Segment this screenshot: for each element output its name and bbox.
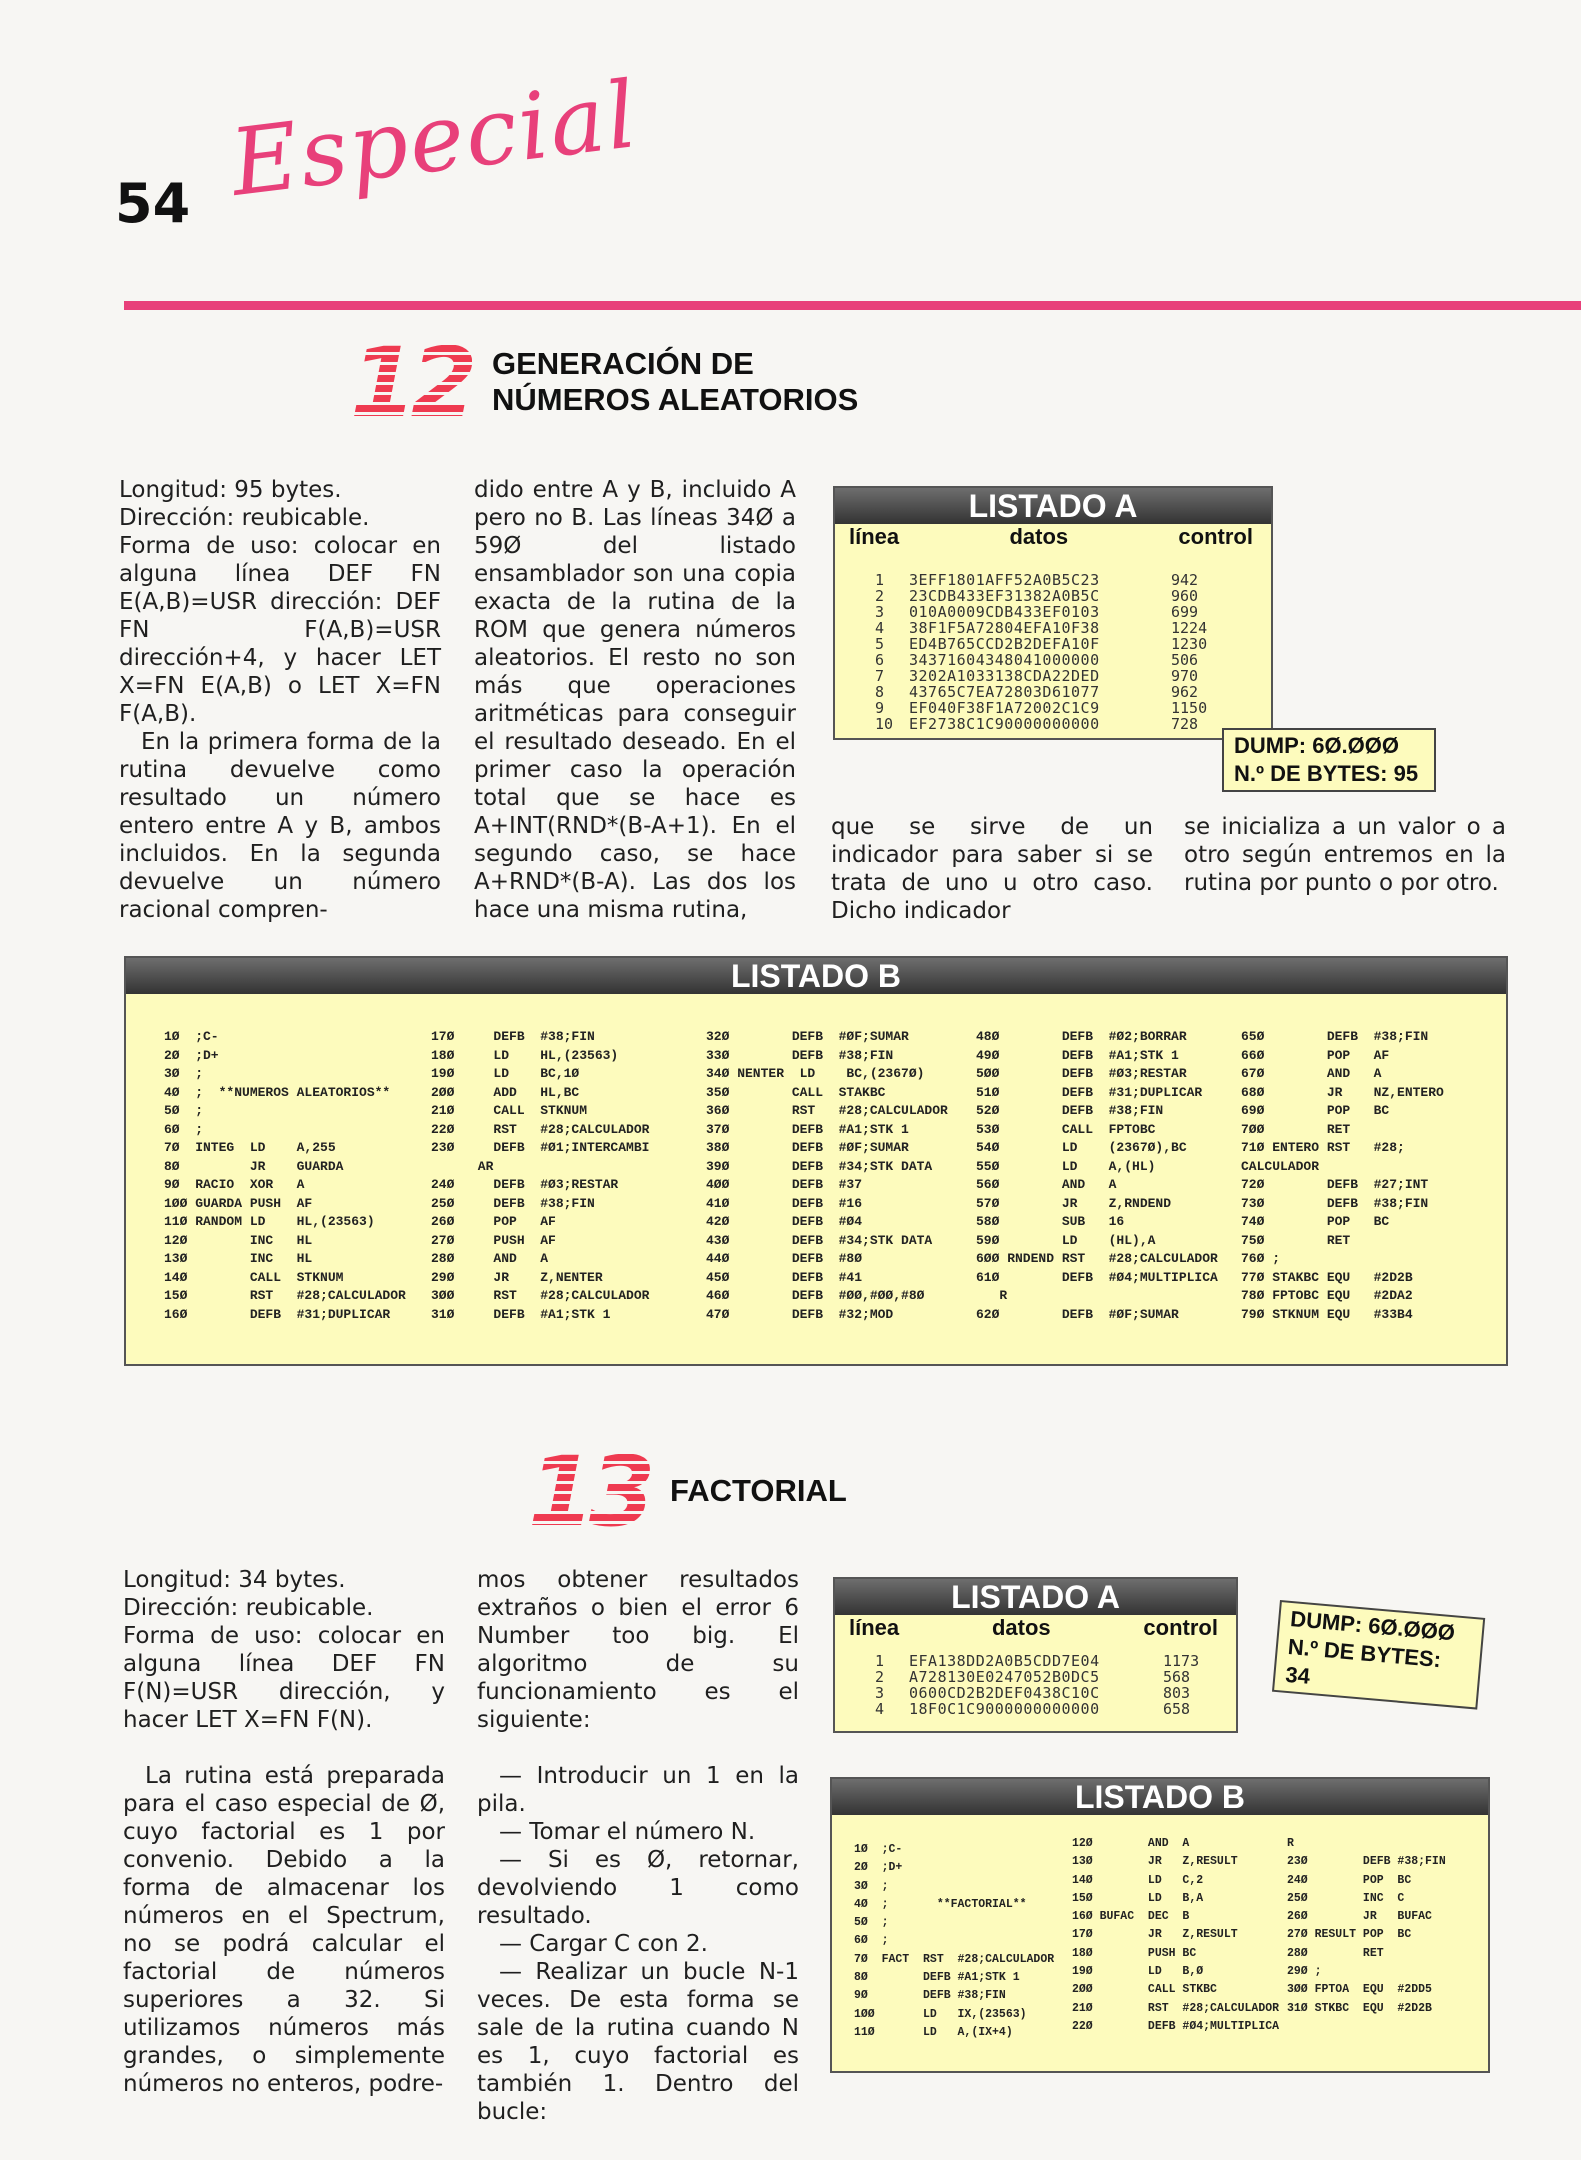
col-datos: datos xyxy=(991,1615,1051,1640)
s13-dump: DUMP: 6Ø.ØØØ xyxy=(1289,1606,1456,1646)
table-row: 3 010A0009CDB433EF0103 699 xyxy=(875,603,1199,621)
table-row: 7 3202A1033138CDA22DED 970 xyxy=(875,667,1199,685)
s13-column-2 xyxy=(477,1566,799,2126)
s13-listado-a xyxy=(833,1577,1238,1733)
s12-column-3: que se sirve de un indicador para saber si se trata de uno u otro caso. Dicho indicador xyxy=(831,814,1153,924)
table-row: 1 EFA138DD2A0B5CDD7E04 1173 xyxy=(875,1652,1200,1670)
col-datos: datos xyxy=(1009,524,1069,549)
s13-address: Dirección: reubicable. xyxy=(123,1595,374,1621)
s12-code-col-1: 1Ø ;C- 2Ø ;D+ 3Ø ; 4Ø ; **NUMEROS ALEATORIOS** 5Ø ; 6Ø ; 7Ø INTEG LD A,255 8Ø JR GUARDA 9Ø RACIO XOR A 1ØØ GUARDA PUSH AF 11Ø RANDOM LD HL,(23563) 12Ø INC HL 13Ø INC HL 14Ø CALL STKNUM 15Ø RST #28;CALCULADOR 16Ø DEFB #31;DUPLICAR xyxy=(164,1029,406,1322)
s13-step: — Si es Ø, retornar, devolviendo 1 como resultado. xyxy=(477,1847,799,1929)
s12-column-2: dido entre A y B, incluido A pero no B. Las líneas 34Ø a 59Ø del listado ensamblador son una copia exacta de la rutina de la ROM que genera números aleatorios. El resto no son más que operaciones aritméticas para conseguir el resultado deseado. En el primer caso la operación total que se hace es A+INT(RND*(B-A+1). En el segundo caso, se hace A+RND*(B-A). Las dos los hace una misma rutina, xyxy=(474,477,796,923)
s13-dump-box xyxy=(1272,1600,1485,1710)
table-row: 9 EF040F38F1A72002C1C9 1150 xyxy=(875,699,1208,717)
s12-address: Dirección: reubicable. xyxy=(119,505,370,531)
s12-listado-b xyxy=(124,956,1508,1366)
section-12-number: 12 xyxy=(350,327,472,439)
col-linea: línea xyxy=(849,1615,900,1640)
s12-listado-a-rows xyxy=(835,572,1271,732)
s13-column-1 xyxy=(123,1566,445,2098)
table-row: 8 43765C7EA72803D61077 962 xyxy=(875,683,1199,701)
s13-listado-a-title: LISTADO A xyxy=(835,1579,1236,1615)
section-13-title: FACTORIAL xyxy=(670,1473,847,1508)
s13-listado-a-rows xyxy=(835,1653,1236,1717)
section-12-title-line1: GENERACIÓN DE xyxy=(492,346,754,381)
s13-code-col-2: 12Ø AND A 13Ø JR Z,RESULT 14Ø LD C,2 15Ø LD B,A 16Ø BUFAC DEC B 17Ø JR Z,RESULT 18Ø PUSH BC 19Ø LD B,Ø 2ØØ CALL STKBC 21Ø RST #28;CALCULADOR 22Ø DEFB #Ø4;MULTIPLICA xyxy=(1072,1837,1280,2033)
s13-step: — Introducir un 1 en la pila. xyxy=(477,1763,799,1817)
s13-code-col-3: R 23Ø DEFB #38;FIN 24Ø POP BC 25Ø INC C 26Ø JR BUFAC 27Ø RESULT POP BC 28Ø RET 29Ø ; 3ØØ FPTOA EQU #2DD5 31Ø STKBC EQU #2D2B xyxy=(1287,1837,1446,2015)
s13-para: La rutina está preparada para el caso especial de Ø, cuyo factorial es 1 por convenio. Debido a la forma de almacenar los números en el Spectrum, no se podrá calcular el factorial de números superiores a 32. Si utilizamos números más grandes, o simplemente números no enteros, podre- xyxy=(123,1763,445,2097)
s12-listado-a-title: LISTADO A xyxy=(835,488,1271,524)
header-rule xyxy=(124,301,1581,310)
s13-code-col-1: 1Ø ;C- 2Ø ;D+ 3Ø ; 4Ø ; **FACTORIAL** 5Ø ; 6Ø ; 7Ø FACT RST #28;CALCULADOR 8Ø DEFB #A1;STK 1 9Ø DEFB #38;FIN 1ØØ LD IX,(23563) 11Ø LD A,(IX+4) xyxy=(854,1843,1055,2039)
s13-step: — Cargar C con 2. xyxy=(499,1931,708,1957)
s12-usage: Forma de uso: colocar en alguna línea DEF FN E(A,B)=USR dirección: DEF FN F(A,B)=USR dirección+4, y hacer LET X=FN E(A,B) o LET X=FN F(A,B). xyxy=(119,533,441,727)
table-row: 2 23CDB433EF31382A0B5C 960 xyxy=(875,587,1199,605)
s12-code-col-2: 17Ø DEFB #38;FIN 18Ø LD HL,(23563) 19Ø LD BC,1Ø 2ØØ ADD HL,BC 21Ø CALL STKNUM 22Ø RST #28;CALCULADOR 23Ø DEFB #Ø1;INTERCAMBI AR 24Ø DEFB #Ø3;RESTAR 25Ø DEFB #38;FIN 26Ø POP AF 27Ø PUSH AF 28Ø AND A 29Ø JR Z,NENTER 3ØØ RST #28;CALCULADOR 31Ø DEFB #A1;STK 1 xyxy=(431,1029,650,1322)
s13-step: — Tomar el número N. xyxy=(499,1819,756,1845)
table-row: 6 34371604348041000000 506 xyxy=(875,651,1199,669)
table-row: 4 18F0C1C9000000000000 658 xyxy=(875,1700,1191,1718)
s12-column-4: se inicializa a un valor o a otro según entremos en la rutina por punto o por otro. xyxy=(1184,814,1506,896)
s13-step: — Realizar un bucle N-1 veces. De esta forma se sale de la rutina cuando N es 1, cuyo factorial es también 1. Dentro del bucle: xyxy=(477,1959,799,2125)
s13-intro: mos obtener resultados extraños o bien el error 6 Number too big. El algoritmo de su funcionamiento es el siguiente: xyxy=(477,1567,799,1733)
table-row: 3 0600CD2B2DEF0438C10C 803 xyxy=(875,1684,1191,1702)
s12-code-col-3: 32Ø DEFB #ØF;SUMAR 33Ø DEFB #38;FIN 34Ø NENTER LD BC,(2367Ø) 35Ø CALL STAKBC 36Ø RST #28;CALCULADOR 37Ø DEFB #A1;STK 1 38Ø DEFB #ØF;SUMAR 39Ø DEFB #34;STK DATA 4ØØ DEFB #37 41Ø DEFB #16 42Ø DEFB #Ø4 43Ø DEFB #34;STK DATA 44Ø DEFB #8Ø 45Ø DEFB #41 46Ø DEFB #ØØ,#ØØ,#8Ø 47Ø DEFB #32;MOD xyxy=(706,1029,948,1322)
s13-bytes: N.º DE BYTES: 34 xyxy=(1284,1633,1442,1689)
table-row: 1 3EFF1801AFF52A0B5C23 942 xyxy=(875,571,1199,589)
section-12-title xyxy=(492,346,858,418)
col-control: control xyxy=(1143,1615,1218,1640)
s12-code-col-4: 48Ø DEFB #Ø2;BORRAR 49Ø DEFB #A1;STK 1 5ØØ DEFB #Ø3;RESTAR 51Ø DEFB #31;DUPLICAR 52Ø DEFB #38;FIN 53Ø CALL FPTOBC 54Ø LD (2367Ø),BC 55Ø LD A,(HL) 56Ø AND A 57Ø JR Z,RNDEND 58Ø SUB 16 59Ø LD (HL),A 6ØØ RNDEND RST #28;CALCULADOR 61Ø DEFB #Ø4;MULTIPLICA R 62Ø DEFB #ØF;SUMAR xyxy=(976,1029,1218,1322)
s13-usage: Forma de uso: colocar en alguna línea DEF FN F(N)=USR dirección, y hacer LET X=FN F(N). xyxy=(123,1623,445,1733)
s12-listado-a xyxy=(833,486,1273,740)
table-row: 10 EF2738C1C90000000000 728 xyxy=(875,715,1199,733)
section-name: Especial xyxy=(224,60,644,217)
s12-length: Longitud: 95 bytes. xyxy=(119,477,342,503)
s13-listado-b-title: LISTADO B xyxy=(832,1779,1488,1815)
s12-bytes: N.º DE BYTES: 95 xyxy=(1234,761,1419,786)
section-13-number: 13 xyxy=(528,1436,650,1548)
s12-dump: DUMP: 6Ø.ØØØ xyxy=(1234,733,1400,758)
table-row: 4 38F1F5A72804EFA10F38 1224 xyxy=(875,619,1208,637)
col-control: control xyxy=(1178,524,1253,549)
s13-listado-b xyxy=(830,1777,1490,2073)
s12-para: En la primera forma de la rutina devuelve como resultado un número entero entre A y B, ambos incluidos. En la segunda devuelve un número racional compren- xyxy=(119,729,441,923)
s12-listado-b-title: LISTADO B xyxy=(126,958,1506,994)
s12-listado-a-header xyxy=(835,524,1271,550)
s12-dump-box xyxy=(1222,728,1436,792)
section-12-title-line2: NÚMEROS ALEATORIOS xyxy=(492,382,859,417)
col-linea: línea xyxy=(849,524,900,549)
table-row: 5 ED4B765CCD2B2DEFA10F 1230 xyxy=(875,635,1208,653)
s13-length: Longitud: 34 bytes. xyxy=(123,1567,346,1593)
s12-code-col-5: 65Ø DEFB #38;FIN 66Ø POP AF 67Ø AND A 68Ø JR NZ,ENTERO 69Ø POP BC 7ØØ RET 71Ø ENTERO RST #28; CALCULADOR 72Ø DEFB #27;INT 73Ø DEFB #38;FIN 74Ø POP BC 75Ø RET 76Ø ; 77Ø STAKBC EQU #2D2B 78Ø FPTOBC EQU #2DA2 79Ø STKNUM EQU #33B4 xyxy=(1241,1029,1444,1322)
s12-column-1 xyxy=(119,476,441,924)
page-number: 54 xyxy=(115,172,191,235)
s13-listado-a-header xyxy=(835,1615,1236,1641)
table-row: 2 A728130E0247052B0DC5 568 xyxy=(875,1668,1191,1686)
